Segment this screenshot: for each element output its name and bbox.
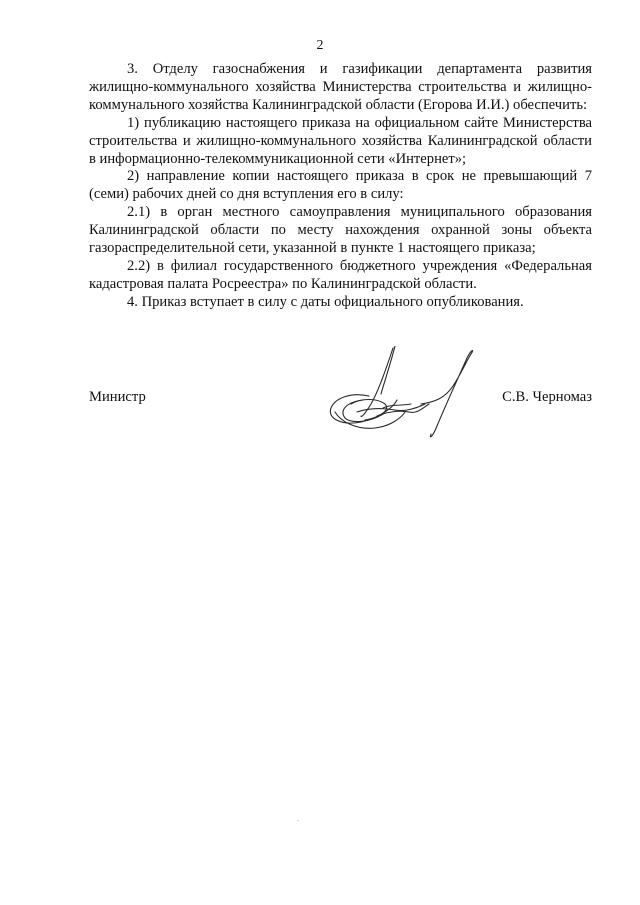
paragraph-3-2-2: 2.2) в филиал государственного бюджетного учреждения «Федеральная кадастровая палата Росреестра» по Калининградской области.: [89, 257, 592, 292]
paragraph-3: 3. Отделу газоснабжения и газификации департамента развития жилищно-коммунального хозяйства Министерства строительства и жилищно-коммунального хозяйства Калининградской области (Егорова И.И.) обеспечить:: [89, 61, 592, 113]
scan-speck: [297, 820, 299, 821]
signer-position: Министр: [89, 389, 146, 405]
paragraph-4: 4. Приказ вступает в силу с даты официального опубликования.: [127, 293, 524, 310]
signature-block: [89, 380, 592, 440]
paragraph-3-2-1: 2.1) в орган местного самоуправления муниципального образования Калининградской области по месту нахождения охранной зоны объекта газораспределительной сети, указанной в пункте 1 настоящего приказа;: [89, 204, 592, 257]
page-number: 2: [316, 38, 324, 53]
signer-name: С.В. Черномаз: [502, 389, 592, 405]
paragraph-3-2: 2) направление копии настоящего приказа в срок не превышающий 7 (семи) рабочих дней со дня вступления его в силу:: [89, 168, 592, 203]
order-text: [89, 61, 592, 312]
paragraph-3-1: 1) публикацию настоящего приказа на официальном сайте Министерства строительства и жилищно-коммунального хозяйства Калининградской области в информационно-телекоммуникационной сети «Интернет»;: [89, 114, 592, 167]
handwritten-signature: [321, 346, 491, 446]
